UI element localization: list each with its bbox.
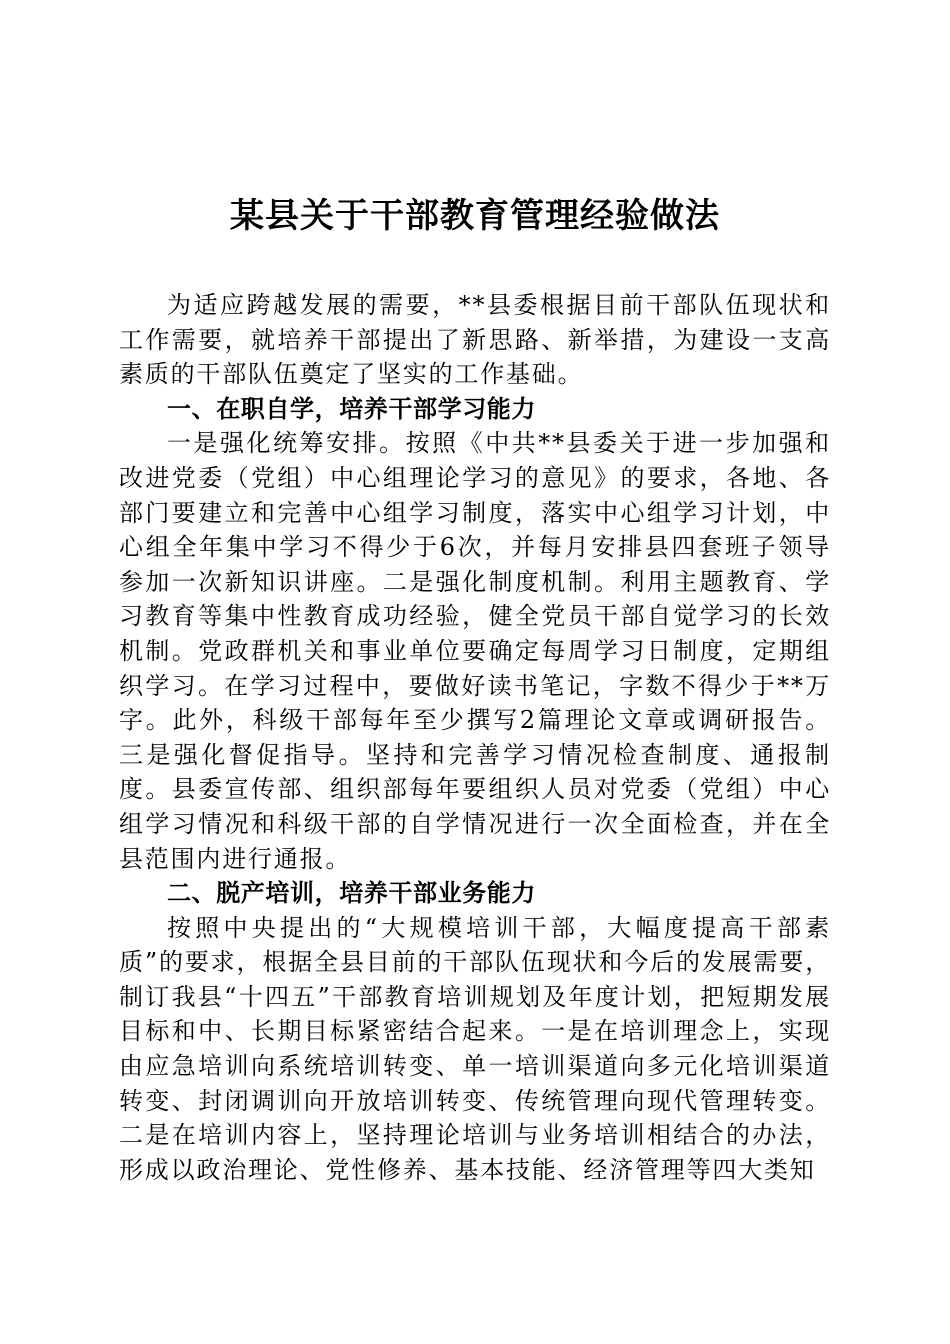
- section-heading-1: 一、在职自学，培养干部学习能力: [167, 394, 536, 423]
- section-paragraph-1: 一是强化统筹安排。按照《中共**县委关于进一步加强和改进党委（党组）中心组理论学习的意见》的要求，各地、各部门要建立和完善中心组学习制度，落实中心组学习计划，中心组全年集中学习不得少于6次，并每月安排县四套班子领导参加一次新知识讲座。二是强化制度机制。利用主题教育、学习教育等集中性教育成功经验，健全党员干部自觉学习的长效机制。党政群机关和事业单位要确定每周学习日制度，定期组织学习。在学习过程中，要做好读书笔记，字数不得少于**万字。此外，科级干部每年至少撰写2篇理论文章或调研报告。三是强化督促指导。坚持和完善学习情况检查制度、通报制度。县委宣传部、组织部每年要组织人员对党委（党组）中心组学习情况和科级干部的自学情况进行一次全面检查，并在全县范围内进行通报。: [119, 429, 831, 873]
- intro-paragraph: 为适应跨越发展的需要，**县委根据目前干部队伍现状和工作需要，就培养干部提出了新思路、新举措，为建设一支高素质的干部队伍奠定了坚实的工作基础。: [119, 291, 831, 389]
- section-heading-2: 二、脱产培训，培养干部业务能力: [167, 879, 536, 908]
- document-title: 某县关于干部教育管理经验做法: [230, 196, 720, 236]
- document-body: [119, 288, 831, 1187]
- section-paragraph-2: 按照中央提出的“大规模培训干部，大幅度提高干部素质”的要求，根据全县目前的干部队伍现状和今后的发展需要，制订我县“十四五”干部教育培训规划及年度计划，把短期发展目标和中、长期目标紧密结合起来。一是在培训理念上，实现由应急培训向系统培训转变、单一培训渠道向多元化培训渠道转变、封闭调训向开放培训转变、传统管理向现代管理转变。二是在培训内容上，坚持理论培训与业务培训相结合的办法，形成以政治理论、党性修养、基本技能、经济管理等四大类知: [119, 913, 831, 1184]
